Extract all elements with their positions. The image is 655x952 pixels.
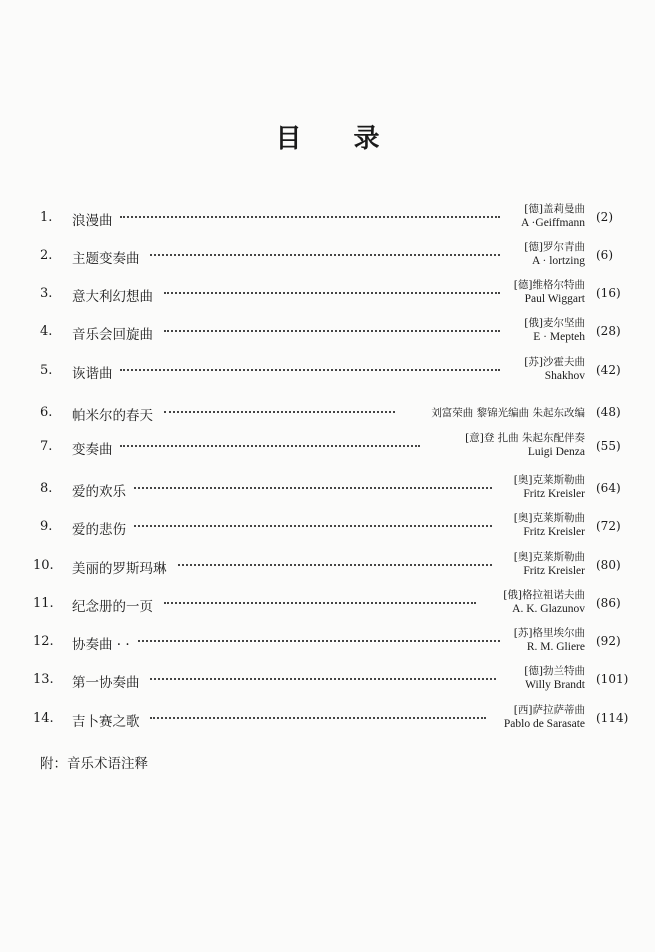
appendix-line: 附：音乐术语注释: [40, 756, 148, 772]
dot-leader: [150, 717, 486, 719]
dot-leader: [134, 525, 492, 527]
entry-number: 2.: [40, 248, 53, 263]
toc-entry[interactable]: [0, 663, 655, 695]
toc-entry[interactable]: [0, 625, 655, 657]
entry-number: 4.: [40, 324, 53, 339]
entry-title: 诙谐曲: [72, 366, 113, 382]
title-char-2: 录: [353, 124, 380, 154]
toc-entry[interactable]: [0, 354, 655, 386]
dot-leader: [120, 369, 500, 371]
composer-cn: [苏]沙霍夫曲: [524, 356, 585, 368]
dot-leader: [150, 254, 500, 256]
page-number: (42): [596, 363, 621, 377]
composer-en: Shakhov: [544, 370, 585, 382]
entry-number: 1.: [40, 210, 53, 225]
dot-leader: [120, 216, 500, 218]
entry-title: 帕米尔的春天: [72, 408, 153, 424]
page-number: (114): [596, 711, 629, 725]
toc-entry[interactable]: [0, 587, 655, 619]
page-number: (92): [596, 634, 621, 648]
page-number: (48): [596, 405, 621, 419]
composer-en: Luigi Denza: [527, 446, 585, 458]
entry-title: 浪漫曲: [72, 213, 113, 229]
toc-entry[interactable]: [0, 472, 655, 504]
page-number: (64): [596, 481, 621, 495]
entry-number: 11.: [33, 596, 54, 611]
page-title: [0, 118, 655, 155]
entry-number: 10.: [33, 558, 54, 573]
entry-title: 音乐会回旋曲: [72, 327, 153, 343]
composer-cn: [德]维格尔特曲: [513, 279, 585, 291]
toc-entry[interactable]: [0, 239, 655, 271]
composer-cn: [德]盖莉曼曲: [524, 203, 585, 215]
entry-number: 8.: [40, 481, 53, 496]
page-number: (72): [596, 519, 621, 533]
composer-cn: [奥]克莱斯勒曲: [513, 474, 585, 486]
composer-cn: [德]罗尔青曲: [524, 241, 585, 253]
dot-leader: [138, 640, 500, 642]
dot-leader: [164, 602, 476, 604]
composer-en: R. M. Gliere: [526, 641, 585, 653]
composer-cn: [奥]克莱斯勒曲: [513, 512, 585, 524]
composer-en: Paul Wiggart: [524, 293, 585, 305]
dot-leader: [134, 487, 492, 489]
entry-number: 14.: [33, 711, 54, 726]
toc-entry[interactable]: [0, 396, 655, 428]
composer-cn: [苏]格里埃尔曲: [513, 627, 585, 639]
toc-entry[interactable]: [0, 510, 655, 542]
entry-title: 爱的欢乐: [72, 484, 126, 500]
composer-cn: [德]勃兰特曲: [524, 665, 585, 677]
composer-cn: [奥]克莱斯勒曲: [513, 551, 585, 563]
entry-title: 主题变奏曲: [72, 251, 140, 267]
entry-number: 6.: [40, 405, 53, 420]
toc-entry[interactable]: [0, 315, 655, 347]
entry-number: 9.: [40, 519, 53, 534]
composer-en: Fritz Kreisler: [523, 488, 585, 500]
composer-cn: [西]萨拉萨蒂曲: [513, 704, 585, 716]
dot-leader: [120, 445, 420, 447]
title-char-1: 目: [275, 124, 302, 154]
page-number: (55): [596, 439, 621, 453]
toc-entry[interactable]: [0, 201, 655, 233]
dot-leader: [150, 678, 496, 680]
composer-cn: [俄]麦尔坚曲: [524, 317, 585, 329]
composer-en: Fritz Kreisler: [523, 565, 585, 577]
entry-title: 美丽的罗斯玛琳: [72, 561, 167, 577]
composer-en: Pablo de Sarasate: [503, 718, 585, 730]
entry-title: 爱的悲伤: [72, 522, 126, 538]
composer-en: A ·Geiffmann: [521, 217, 585, 229]
toc-entry[interactable]: [0, 549, 655, 581]
composer-cn: [意]登 扎曲 朱起东配伴奏: [465, 432, 585, 444]
dot-leader: [178, 564, 492, 566]
entry-title: 意大利幻想曲: [72, 289, 153, 305]
entry-title: 吉卜赛之歌: [72, 714, 140, 730]
page-number: (101): [596, 672, 629, 686]
composer-cn: 刘富荣曲 黎锦光编曲 朱起东改编: [431, 407, 585, 419]
page-number: (80): [596, 558, 621, 572]
composer-en: Willy Brandt: [525, 679, 585, 691]
entry-title: 第一协奏曲: [72, 675, 140, 691]
composer-en: A. K. Glazunov: [512, 603, 585, 615]
toc-entry[interactable]: [0, 430, 655, 462]
dot-leader: [164, 330, 500, 332]
composer-cn: [俄]格拉祖诺夫曲: [503, 589, 585, 601]
composer-en: E · Mepteh: [533, 331, 585, 343]
entry-title: 纪念册的一页: [72, 599, 153, 615]
page-number: (28): [596, 324, 621, 338]
entry-title: 变奏曲: [72, 442, 113, 458]
page-number: (86): [596, 596, 621, 610]
entry-number: 13.: [33, 672, 54, 687]
dot-leader: [164, 411, 395, 413]
entry-title: 协奏曲 · ·: [72, 637, 130, 653]
page-number: (16): [596, 286, 621, 300]
page-number: (2): [596, 210, 613, 224]
entry-number: 7.: [40, 439, 53, 454]
toc-entry[interactable]: [0, 702, 655, 734]
composer-en: A · lortzing: [531, 255, 585, 267]
page-number: (6): [596, 248, 613, 262]
composer-en: Fritz Kreisler: [523, 526, 585, 538]
entry-number: 5.: [40, 363, 53, 378]
entry-number: 3.: [40, 286, 53, 301]
dot-leader: [164, 292, 500, 294]
entry-number: 12.: [33, 634, 54, 649]
toc-entry[interactable]: [0, 277, 655, 309]
